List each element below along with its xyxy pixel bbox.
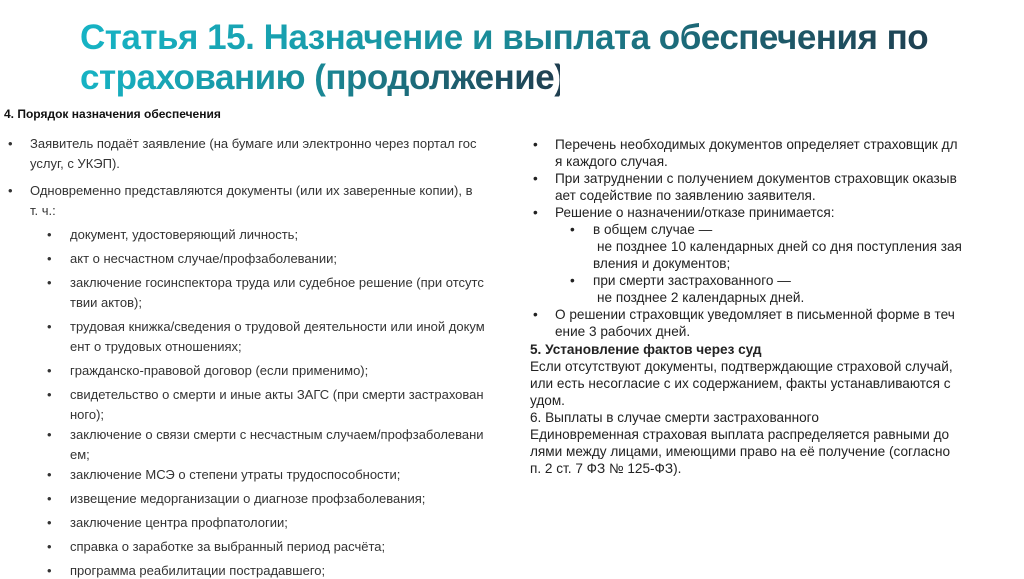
bullet-icon: • <box>570 222 575 237</box>
bullet-icon: • <box>47 275 52 290</box>
sub-item-text: программа реабилитации пострадавшего; <box>70 563 326 578</box>
section-6-heading: 6. Выплаты в случае смерти застрахованного <box>530 410 819 425</box>
paragraph-line: Если отсутствуют документы, подтверждающие страховой случай, <box>530 359 953 374</box>
bullet-icon: • <box>533 205 538 220</box>
slide-title-line-2: страхованию (продолжение) <box>80 58 566 97</box>
sub-item-text: документ, удостоверяющий личность; <box>70 227 299 242</box>
sub-item-text: извещение медорганизации о диагнозе профзаболевания; <box>70 491 426 506</box>
sub-item-text: не позднее 10 календарных дней со дня поступления зая <box>597 239 962 254</box>
list-item-text: Заявитель подаёт заявление (на бумаге или электронно через портал гос <box>30 136 477 151</box>
list-item-text: ение 3 рабочих дней. <box>555 324 691 339</box>
bullet-icon: • <box>8 136 13 151</box>
paragraph-line: п. 2 ст. 7 ФЗ № 125-ФЗ). <box>530 461 682 476</box>
sub-item-text: справка о заработке за выбранный период расчёта; <box>70 539 386 554</box>
sub-item-text: ного); <box>70 407 105 422</box>
bullet-icon: • <box>47 427 52 442</box>
list-item-text: я каждого случая. <box>555 154 668 169</box>
paragraph-line: Единовременная страховая выплата распределяется равными до <box>530 427 950 442</box>
bullet-icon: • <box>533 171 538 186</box>
slide-title-line-1: Статья 15. Назначение и выплата обеспечения по <box>80 18 940 58</box>
bullet-icon: • <box>47 563 52 578</box>
list-item-text: услуг, с УКЭП). <box>30 156 120 171</box>
section-4-heading: 4. Порядок назначения обеспечения <box>4 107 221 121</box>
sub-item-text: свидетельство о смерти и иные акты ЗАГС (при смерти застрахован <box>70 387 484 402</box>
sub-item-text: при смерти застрахованного — <box>593 273 791 288</box>
bullet-icon: • <box>47 363 52 378</box>
sub-item-text: твии актов); <box>70 295 142 310</box>
bullet-icon: • <box>47 491 52 506</box>
bullet-icon: • <box>47 515 52 530</box>
paragraph-line: или есть несогласие с их содержанием, факты устанавливаются с <box>530 376 951 391</box>
sub-item-text: гражданско-правовой договор (если применимо); <box>70 363 369 378</box>
bullet-icon: • <box>533 137 538 152</box>
list-item-text: О решении страховщик уведомляет в письменной форме в теч <box>555 307 955 322</box>
bullet-icon: • <box>533 307 538 322</box>
section-5-heading: 5. Установление фактов через суд <box>530 342 762 357</box>
bullet-icon: • <box>8 183 13 198</box>
paragraph-line: удом. <box>530 393 565 408</box>
sub-item-text: вления и документов; <box>593 256 731 271</box>
sub-item-text: акт о несчастном случае/профзаболевании; <box>70 251 337 266</box>
bullet-icon: • <box>47 319 52 334</box>
sub-item-text: трудовая книжка/сведения о трудовой деятельности или иной докум <box>70 319 485 334</box>
sub-item-text: не позднее 2 календарных дней. <box>597 290 805 305</box>
paragraph-line: лями между лицами, имеющими право на её получение (согласно <box>530 444 951 459</box>
bullet-icon: • <box>570 273 575 288</box>
list-item-text: ает содействие по заявлению заявителя. <box>555 188 816 203</box>
list-item-text: Перечень необходимых документов определяет страховщик дл <box>555 137 958 152</box>
bullet-icon: • <box>47 387 52 402</box>
bullet-icon: • <box>47 251 52 266</box>
sub-item-text: заключение центра профпатологии; <box>70 515 288 530</box>
bullet-icon: • <box>47 227 52 242</box>
sub-item-text: заключение о связи смерти с несчастным случаем/профзаболевани <box>70 427 484 442</box>
list-item-text: Одновременно представляются документы (или их заверенные копии), в <box>30 183 473 198</box>
sub-item-text: заключение госинспектора труда или судебное решение (при отсутс <box>70 275 484 290</box>
sub-item-text: в общем случае — <box>593 222 713 237</box>
bullet-icon: • <box>47 539 52 554</box>
list-item-text: При затруднении с получением документов страховщик оказыв <box>555 171 957 186</box>
sub-item-text: ем; <box>70 447 90 462</box>
list-item-text: т. ч.: <box>30 203 56 218</box>
bullet-icon: • <box>47 467 52 482</box>
list-item-text: Решение о назначении/отказе принимается: <box>555 205 835 220</box>
sub-item-text: ент о трудовых отношениях; <box>70 339 242 354</box>
sub-item-text: заключение МСЭ о степени утраты трудоспособности; <box>70 467 401 482</box>
